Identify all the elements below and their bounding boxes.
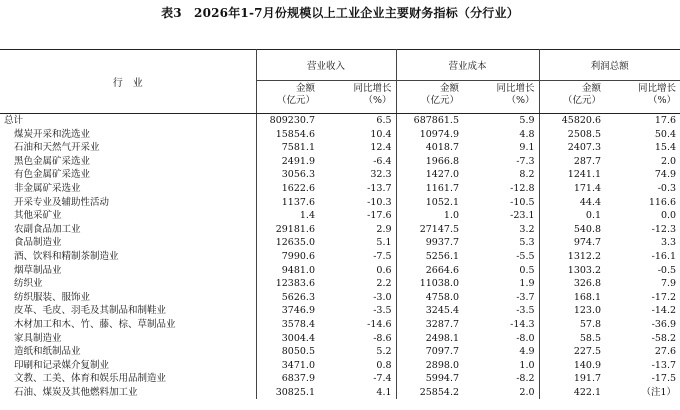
revenue-growth-cell: 2.9 (319, 223, 396, 237)
table-row (0, 277, 680, 291)
revenue-amount-cell: 8050.5 (281, 346, 315, 358)
cost-growth-cell: 5.9 (463, 114, 539, 128)
profit-growth-cell: （注1） (641, 386, 677, 398)
revenue-amount-cell: 30825.1 (275, 386, 315, 398)
table-row (0, 345, 680, 359)
industry-name: 其他采矿业 (0, 209, 256, 223)
growth-label: 同比增长 (496, 83, 535, 94)
table-row (0, 372, 680, 386)
table-row (0, 359, 680, 373)
profit-amount-cell: 0.1 (585, 210, 602, 222)
cost-amount-cell: 687861.5 (413, 115, 460, 126)
profit-amount-cell: 191.7 (573, 373, 602, 385)
revenue-amount-cell: 29181.6 (275, 223, 315, 235)
cost-growth-header (463, 81, 539, 114)
industry-name: 木材加工和木、竹、藤、棕、草制品业 (0, 318, 256, 332)
industry-name: 酒、饮料和精制茶制造业 (0, 250, 256, 264)
revenue-amount-cell: 6837.9 (281, 373, 315, 385)
industry-name: 煤炭开采和洗选业 (0, 128, 256, 142)
profit-amount-cell: 45820.6 (561, 115, 602, 126)
cost-amount-cell: 1966.8 (425, 155, 460, 167)
profit-amount-cell: 140.9 (573, 359, 602, 371)
revenue-amount-header (256, 81, 319, 114)
cost-growth-cell: 1.0 (463, 359, 539, 373)
cost-growth-cell: 5.3 (463, 236, 539, 250)
revenue-header: 营业收入 (256, 50, 396, 81)
table-row (0, 304, 680, 318)
profit-growth-cell: -0.5 (657, 264, 677, 276)
industry-name: 家具制造业 (0, 332, 256, 346)
industry-name: 有色金属矿采选业 (0, 168, 256, 182)
table-title: 表3 2026年1-7月份规模以上工业企业主要财务指标（分行业） (161, 6, 519, 20)
profit-growth-cell: -16.1 (651, 250, 677, 262)
revenue-amount-cell: 1137.6 (281, 196, 315, 208)
profit-amount-cell: 44.4 (579, 196, 602, 208)
profit-growth-cell: 15.4 (654, 142, 677, 154)
table-row (0, 318, 680, 332)
profit-growth-cell: 7.9 (660, 278, 677, 290)
cost-amount-cell: 25854.2 (419, 386, 460, 398)
profit-amount-header (539, 81, 605, 114)
profit-amount-cell: 2508.5 (567, 128, 602, 140)
table-row (0, 182, 680, 196)
profit-amount-cell: 974.7 (573, 237, 602, 249)
table-row (0, 223, 680, 237)
revenue-growth-cell: -3.0 (319, 291, 396, 305)
profit-growth-cell: 50.4 (654, 128, 677, 140)
revenue-growth-cell: -8.6 (319, 332, 396, 346)
cost-growth-cell: -12.8 (463, 182, 539, 196)
cost-amount-cell: 4018.7 (425, 142, 460, 154)
revenue-amount-cell: 7990.6 (281, 250, 315, 262)
cost-header: 营业成本 (396, 50, 539, 81)
cost-growth-cell: 8.2 (463, 168, 539, 182)
industry-name: 石油、煤炭及其他燃料加工业 (0, 386, 256, 400)
industry-name: 食品制造业 (0, 236, 256, 250)
table-row (0, 141, 680, 155)
revenue-amount-cell: 12635.0 (275, 237, 315, 249)
cost-amount-cell: 2664.6 (425, 264, 460, 276)
profit-amount-cell: 171.4 (573, 182, 602, 194)
amount-unit: （亿元） (276, 95, 315, 106)
cost-amount-cell: 11038.0 (419, 278, 460, 290)
profit-growth-cell: 0.0 (660, 210, 677, 222)
profit-growth-cell: -13.7 (651, 359, 677, 371)
revenue-growth-cell: 10.4 (319, 128, 396, 142)
revenue-amount-cell: 5626.3 (281, 291, 315, 303)
cost-amount-cell: 3287.7 (425, 318, 460, 330)
industry-name: 烟草制品业 (0, 264, 256, 278)
revenue-growth-cell: 2.2 (319, 277, 396, 291)
profit-growth-cell: -17.2 (651, 291, 677, 303)
cost-growth-cell: -23.1 (463, 209, 539, 223)
financial-indicators-table (0, 49, 680, 399)
cost-growth-cell: 4.9 (463, 345, 539, 359)
table-row (0, 250, 680, 264)
cost-growth-cell: -7.3 (463, 155, 539, 169)
industry-name: 皮革、毛皮、羽毛及其制品和制鞋业 (0, 304, 256, 318)
industry-name: 黑色金属矿采选业 (0, 155, 256, 169)
revenue-growth-cell: 0.6 (319, 264, 396, 278)
revenue-growth-header (319, 81, 396, 114)
cost-growth-cell: -8.0 (463, 332, 539, 346)
profit-growth-cell: -12.3 (651, 223, 677, 235)
profit-amount-cell: 1241.1 (567, 169, 602, 181)
cost-amount-cell: 5256.1 (425, 250, 460, 262)
table-row (0, 332, 680, 346)
revenue-amount-cell: 3578.4 (281, 318, 315, 330)
revenue-amount-cell: 3056.3 (281, 169, 315, 181)
amount-label: 金额 (295, 83, 315, 94)
amount-unit: （亿元） (563, 95, 602, 106)
revenue-amount-cell: 1.4 (299, 210, 315, 222)
revenue-amount-cell: 15854.6 (275, 128, 315, 140)
cost-amount-cell: 27147.5 (419, 223, 460, 235)
growth-unit: （%） (648, 95, 677, 106)
revenue-growth-cell: 12.4 (319, 141, 396, 155)
revenue-growth-cell: -13.7 (319, 182, 396, 196)
cost-growth-cell: -10.5 (463, 196, 539, 210)
cost-amount-cell: 4758.0 (425, 291, 460, 303)
amount-label: 金额 (582, 83, 602, 94)
revenue-growth-cell: -7.5 (319, 250, 396, 264)
amount-label: 金额 (440, 83, 460, 94)
table-row (0, 168, 680, 182)
revenue-growth-cell: -3.5 (319, 304, 396, 318)
profit-amount-cell: 57.8 (579, 318, 602, 330)
table-row (0, 209, 680, 223)
growth-unit: （%） (506, 95, 535, 106)
table-row (0, 114, 680, 128)
growth-label: 同比增长 (353, 83, 392, 94)
profit-growth-cell: -17.5 (651, 373, 677, 385)
cost-growth-cell: 2.0 (463, 386, 539, 400)
cost-amount-cell: 2898.0 (425, 359, 460, 371)
profit-growth-cell: -14.2 (651, 305, 677, 317)
profit-growth-header (605, 81, 680, 114)
growth-unit: （%） (363, 95, 392, 106)
profit-growth-cell: 17.6 (654, 115, 677, 126)
profit-amount-cell: 58.5 (579, 332, 602, 344)
revenue-growth-cell: -7.4 (319, 372, 396, 386)
cost-growth-cell: -3.7 (463, 291, 539, 305)
profit-growth-cell: 27.6 (654, 346, 677, 358)
table-row (0, 386, 680, 400)
profit-growth-cell: -58.2 (651, 332, 677, 344)
cost-growth-cell: 0.5 (463, 264, 539, 278)
industry-name: 石油和天然气开采业 (0, 141, 256, 155)
profit-amount-cell: 326.8 (573, 278, 602, 290)
cost-amount-cell: 1427.0 (425, 169, 460, 181)
table-row (0, 128, 680, 142)
profit-amount-cell: 287.7 (573, 155, 602, 167)
cost-amount-cell: 1161.7 (425, 182, 460, 194)
industry-name: 非金属矿采选业 (0, 182, 256, 196)
cost-amount-cell: 1.0 (443, 210, 460, 222)
profit-growth-cell: 2.0 (660, 155, 677, 167)
revenue-amount-cell: 3471.0 (281, 359, 315, 371)
revenue-amount-cell: 2491.9 (281, 155, 315, 167)
cost-amount-cell: 9937.7 (425, 237, 460, 249)
revenue-growth-cell: 5.1 (319, 236, 396, 250)
profit-amount-cell: 1312.2 (567, 250, 602, 262)
table-row (0, 264, 680, 278)
profit-amount-cell: 1303.2 (567, 264, 602, 276)
cost-amount-cell: 7097.7 (425, 346, 460, 358)
profit-header: 利润总额 (539, 50, 680, 81)
industry-name: 总计 (0, 114, 256, 128)
revenue-amount-cell: 7581.1 (281, 142, 315, 154)
profit-amount-cell: 227.5 (573, 346, 602, 358)
revenue-amount-cell: 809230.7 (269, 115, 315, 126)
profit-growth-cell: -0.3 (657, 182, 677, 194)
cost-growth-cell: 3.2 (463, 223, 539, 237)
profit-amount-cell: 123.0 (573, 305, 602, 317)
profit-amount-cell: 2407.3 (567, 142, 602, 154)
industry-name: 开采专业及辅助性活动 (0, 196, 256, 210)
revenue-amount-cell: 12383.6 (275, 278, 315, 290)
table-row (0, 155, 680, 169)
industry-name: 农副食品加工业 (0, 223, 256, 237)
profit-amount-cell: 540.8 (573, 223, 602, 235)
table-row (0, 196, 680, 210)
cost-growth-cell: -3.5 (463, 304, 539, 318)
revenue-amount-cell: 3004.4 (281, 332, 315, 344)
profit-amount-cell: 422.1 (573, 386, 602, 398)
cost-growth-cell: 4.8 (463, 128, 539, 142)
table-row (0, 236, 680, 250)
revenue-growth-cell: 5.2 (319, 345, 396, 359)
revenue-growth-cell: 6.5 (319, 114, 396, 128)
cost-amount-cell: 2498.1 (425, 332, 460, 344)
industry-header: 行 业 (0, 50, 256, 114)
growth-label: 同比增长 (638, 83, 677, 94)
revenue-growth-cell: 4.1 (319, 386, 396, 400)
cost-amount-cell: 3245.4 (425, 305, 460, 317)
revenue-growth-cell: -6.4 (319, 155, 396, 169)
industry-name: 印刷和记录媒介复制业 (0, 359, 256, 373)
revenue-amount-cell: 1622.6 (281, 182, 315, 194)
industry-name: 文教、工美、体育和娱乐用品制造业 (0, 372, 256, 386)
amount-unit: （亿元） (421, 95, 460, 106)
cost-growth-cell: -14.3 (463, 318, 539, 332)
revenue-amount-cell: 3746.9 (281, 305, 315, 317)
cost-amount-cell: 5994.7 (425, 373, 460, 385)
revenue-growth-cell: -17.6 (319, 209, 396, 223)
table-header (0, 50, 680, 114)
profit-growth-cell: 116.6 (648, 196, 677, 208)
cost-amount-header (396, 81, 463, 114)
table-body (0, 114, 680, 400)
cost-growth-cell: 1.9 (463, 277, 539, 291)
profit-amount-cell: 168.1 (573, 291, 602, 303)
industry-name: 纺织服装、服饰业 (0, 291, 256, 305)
revenue-growth-cell: 32.3 (319, 168, 396, 182)
table-row (0, 291, 680, 305)
cost-growth-cell: 9.1 (463, 141, 539, 155)
cost-growth-cell: -5.5 (463, 250, 539, 264)
profit-growth-cell: 74.9 (654, 169, 677, 181)
revenue-growth-cell: 0.8 (319, 359, 396, 373)
cost-growth-cell: -8.2 (463, 372, 539, 386)
profit-growth-cell: 3.3 (660, 237, 677, 249)
revenue-growth-cell: -14.6 (319, 318, 396, 332)
industry-name: 纺织业 (0, 277, 256, 291)
cost-amount-cell: 1052.1 (425, 196, 460, 208)
profit-growth-cell: -36.9 (651, 318, 677, 330)
industry-name: 造纸和纸制品业 (0, 345, 256, 359)
revenue-growth-cell: -10.3 (319, 196, 396, 210)
revenue-amount-cell: 9481.0 (281, 264, 315, 276)
cost-amount-cell: 10974.9 (419, 128, 460, 140)
